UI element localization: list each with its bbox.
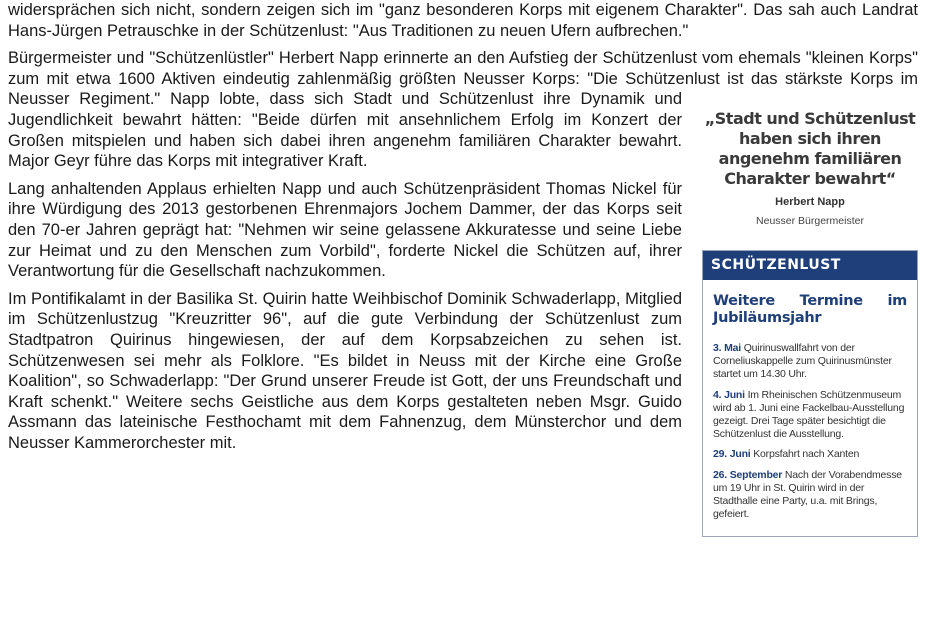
entry-date: 3. Mai	[713, 341, 741, 354]
info-box-heading: SCHÜTZENLUST	[703, 251, 917, 280]
entry-date: 4. Juni	[713, 388, 745, 401]
quote-text: „Stadt und Schützenlust haben sich ihren angenehm familiären Charakter bewahrt“	[704, 109, 916, 189]
entry-text: Nach der Vorabendmesse um 19 Uhr in St. Quirin wird in der Stadthalle eine Party, u.a. mit Brings, gefeiert.	[713, 468, 902, 521]
quote-author-role: Neusser Bürgermeister	[756, 215, 864, 228]
paragraph-2-text: Napp lobte, dass sich Stadt und Schützenlust ihre Dynamik und Jugendlichkeit bewahrt hätten: "Beide dürfen mit ansehnlichem Erfolg im Konzert der Großen mitspielen und haben sich dabei ihren angenehm familiären Charakter bewahrt. Major Geyr führe das Korps mit integrativer Kraft.	[8, 90, 682, 171]
info-box-title: Weitere Termine im Jubiläumsjahr	[713, 292, 907, 326]
entry-text: Korpsfahrt nach Xanten	[750, 448, 860, 461]
article-body	[8, 0, 918, 537]
entry-date: 29. Juni	[713, 448, 751, 461]
entry-text: Quirinuswallfahrt von der Corneliuskappelle zum Quirinusmünster startet um 14.30 Uhr.	[713, 341, 892, 381]
list-item	[713, 342, 907, 382]
list-item	[713, 389, 907, 442]
paragraph-1: widersprächen sich nicht, sondern zeigen sich im "ganz besonderen Korps mit eigenem Charakter". Das sah auch Landrat Hans-Jürgen Petrauschke in der Schützenlust: "Aus Traditionen zu neuen Ufern aufbrechen."	[8, 1, 918, 40]
pull-quote	[702, 91, 918, 244]
list-item	[713, 448, 907, 461]
paragraph-4: Im Pontifikalamt in der Basilika St. Quirin hatte Weihbischof Dominik Schwaderlapp, Mitglied im Schützenlustzug "Kreuzritter 96", auf die gute Verbindung der Schützenlust zum Stadtpatron Quirinus hingewiesen, der auf dem Korpsabzeichen zu sehen ist. Schützenwesen sei mehr als Folklore. "Es bildet in Neuss mit der Kirche eine Große Koalition", so Schwaderlapp: "Der Grund unserer Freude ist Gott, der uns Freundschaft und Kraft schenkt." Weitere sechs Geistliche aus dem Korps gestalteten neben Msgr. Guido Assmann das lateinische Festhochamt mit dem Fahnenzug, dem Münsterchor und dem Neusser Kammerorchester mit.	[8, 289, 682, 452]
entry-date: 26. September	[713, 468, 783, 481]
paragraph-2-lead: Bürgermeister und "Schützenlüstler" Herbert Napp erinnerte an den Aufstieg der Schützenlust vom ehemals "kleinen Korps" zum mit etwa 1600 Aktiven eindeutig zahlenmäßig größten Neusser Korps: "Die Schützenlust ist das stärkste Korps im Neusser Regiment."	[8, 49, 918, 109]
paragraph-3: Lang anhaltenden Applaus erhielten Napp und auch Schützenpräsident Thomas Nickel für ihre Würdigung des 2013 gestorbenen Ehrenmajors Jochem Dammer, der das Korps seit den 70-er Jahren geprägt hat: "Nehmen wir seine gelassene Akkuratesse und seine Liebe zur Heimat und zu den Menschen zum Vorbild", forderte Nickel die Schützen auf, ihrer Verantwortung für die Gesellschaft nachzukommen.	[8, 179, 682, 281]
entry-text: Im Rheinischen Schützenmuseum wird ab 1. Juni eine Fackelbau-Ausstellung gezeigt. Drei Tage später besichtigt die Schützenlust die Ausstellung.	[713, 388, 905, 441]
sidebar	[702, 91, 918, 537]
info-box	[702, 250, 918, 537]
info-box-entries	[703, 342, 917, 521]
quote-author: Herbert Napp	[775, 196, 845, 209]
list-item	[713, 469, 907, 522]
